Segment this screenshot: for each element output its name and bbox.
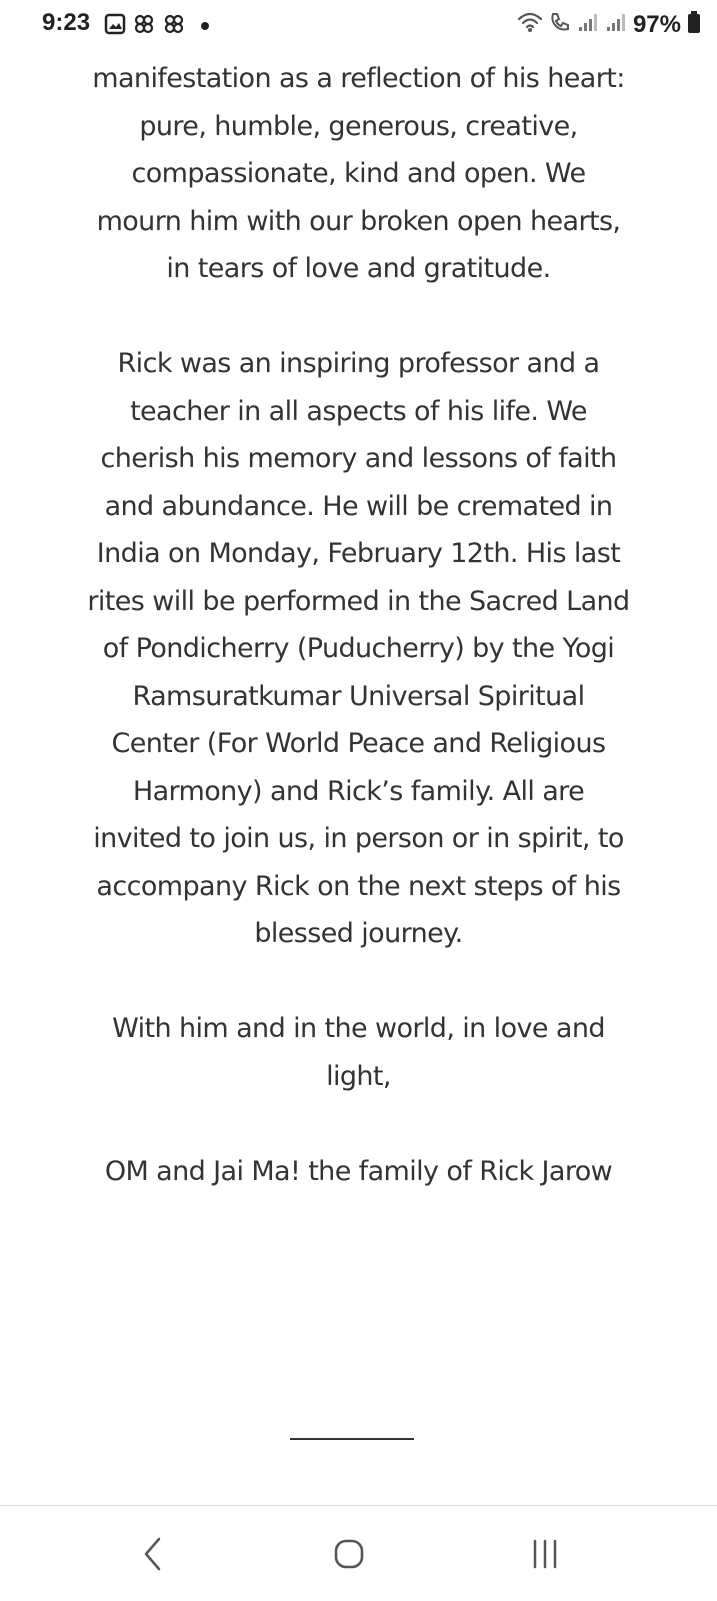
system-icons: [517, 10, 701, 39]
notification-icons: [104, 12, 210, 41]
pinwheel-icon: [162, 12, 186, 41]
battery-icon: [687, 10, 701, 39]
status-time: 9:23: [42, 9, 91, 36]
pinwheel-icon: [132, 12, 156, 41]
article-body: [86, 55, 631, 1243]
paragraph-signature: OM and Jai Ma! the family of Rick Jarow: [104, 1155, 613, 1187]
navigation-bar: [0, 1505, 717, 1601]
gallery-icon: [104, 13, 126, 40]
divider-line: [290, 1438, 414, 1440]
wifi-icon: [517, 11, 543, 38]
home-button[interactable]: [324, 1536, 374, 1576]
paragraph-inspiring-professor: Rick was an inspiring professor and a teacher in all aspects of his life. We cherish his memory and lessons of faith and abundance. He will be cremated in India on Monday, February 12th. His last rites will be performed in the Sacred Land of Pondicherry (Puducherry) by the Yogi Ramsuratkumar Universal Spiritual Center (For World Peace and Religious Harmony) and Rick’s family. All are invited to join us, in person or in spirit, to accompany Rick on the next steps of his blessed journey.: [87, 348, 630, 949]
call-icon: [549, 11, 571, 38]
signal-icon: [577, 11, 599, 38]
recent-apps-button[interactable]: [520, 1536, 570, 1576]
battery-percent: 97%: [632, 10, 681, 38]
status-bar: [0, 0, 717, 48]
signal-icon: [605, 11, 627, 38]
dot-icon: [200, 18, 210, 36]
paragraph-manifestation: manifestation as a reflection of his heart: pure, humble, generous, creative, compassionate, kind and open. We mourn him with our broken open hearts, in tears of love and gratitude.: [92, 63, 625, 284]
back-button[interactable]: [128, 1536, 178, 1576]
back-icon: [141, 1536, 165, 1577]
recent-apps-icon: [529, 1538, 561, 1575]
paragraph-love-and-light: With him and in the world, in love and light,: [112, 1013, 605, 1092]
home-icon: [333, 1538, 365, 1575]
